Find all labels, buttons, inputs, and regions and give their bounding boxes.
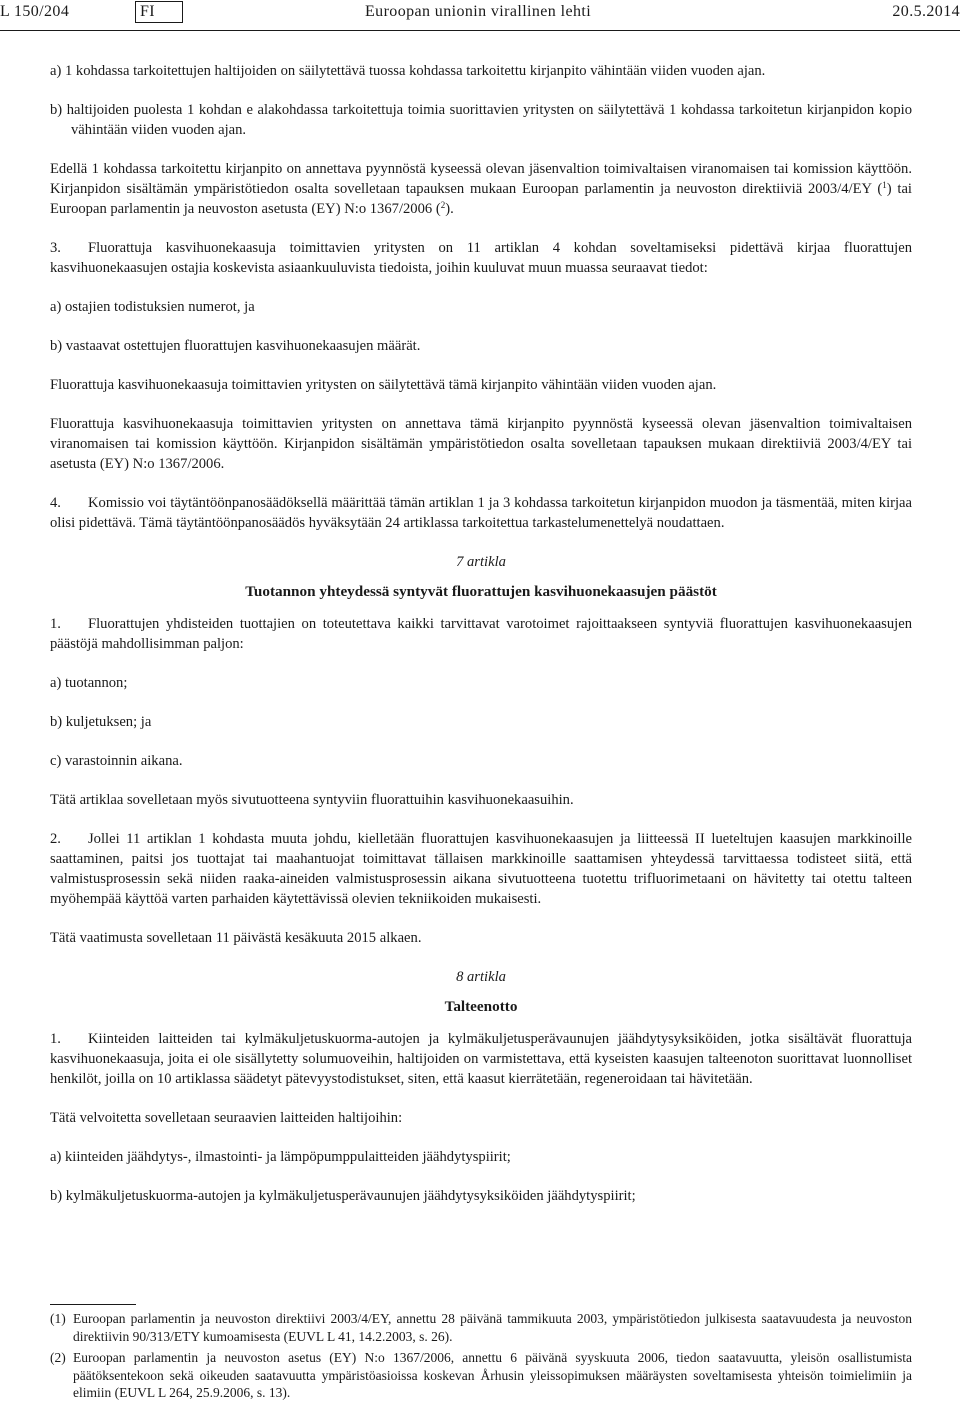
paragraph-number: 1.	[50, 616, 61, 632]
language-code-box: FI	[135, 1, 183, 23]
footnote-2: (2) Euroopan parlamentin ja neuvoston asetus (EY) N:o 1367/2006, annettu 6 päivänä syyskuuta 2006, tiedon saatavuutta, yleisön osallistumista päätöksentekoon sekä oikeuden saatavuutta ympäristöasioissa koskevan Århusin yleissopimuksen määräysten soveltamisesta yhteisön toimielimiin ja elimiin (EUVL L 264, 25.9.2006, s. 13).	[50, 1350, 912, 1400]
paragraph-number: 3.	[50, 240, 61, 256]
article-8-title: Talteenotto	[444, 998, 518, 1015]
footnote-mark: (2)	[50, 1350, 66, 1365]
publication-date: 20.5.2014	[892, 3, 960, 20]
main-text	[50, 61, 912, 1225]
article-7-item-a: a) tuotannon;	[50, 675, 128, 691]
paragraph-2b: b) haltijoiden puolesta 1 kohdan e alakohdassa tarkoitettuja toimia suorittavien yritysten on säilytettävä 1 kohdassa tarkoitetun kirjanpidon kopio vähintään viiden vuoden ajan.	[50, 102, 912, 138]
article-7-title: Tuotannon yhteydessä syntyvät fluorattujen kasvihuonekaasujen päästöt	[245, 583, 717, 600]
article-8-item-b: b) kylmäkuljetuskuorma-autojen ja kylmäkuljetusperävaunujen jäähdytysyksiköiden jäähdytyspiirit;	[50, 1188, 636, 1204]
paragraph-3b: b) vastaavat ostettujen fluorattujen kasvihuonekaasujen määrät.	[50, 338, 421, 354]
paragraph-number: 4.	[50, 495, 61, 511]
article-7-paragraph-1: 1. Fluorattujen yhdisteiden tuottajien on toteutettava kaikki tarvittavat varotoimet rajoittaakseen syntyviä fluorattujen kasvihuonekaasujen päästöjä mahdollisimman paljon:	[50, 616, 912, 652]
header-rule	[0, 30, 960, 31]
article-7-byproducts: Tätä artiklaa sovelletaan myös sivutuotteena syntyviin fluorattuihin kasvihuonekaasuihin.	[50, 792, 574, 808]
article-7-number: 7 artikla	[456, 554, 506, 570]
footnote-ref-2[interactable]: 2	[440, 200, 446, 210]
footnote-1: (1) Euroopan parlamentin ja neuvoston direktiivi 2003/4/EY, annettu 28 päivänä tammikuuta 2003, ympäristötiedon julkisesta saatavuudesta ja neuvoston direktiivin 90/313/ETY kumoamisesta (EUVL L 41, 14.2.2003, s. 26).	[50, 1311, 912, 1344]
page-reference: L 150/204	[0, 3, 70, 20]
article-8-paragraph-1: 1. Kiinteiden laitteiden tai kylmäkuljetuskuorma-autojen ja kylmäkuljetusperävaunujen jäähdytysyksiköiden, jotka sisältävät fluorattuja kasvihuonekaasuja, joita ei ole sisällytetty solumuoveihin, haltijoiden on varmistettava, että kyseisten kaasujen talteenoton suorittavat luonnolliset henkilöt, joilla on 10 artiklassa säädetyt pätevyystodistukset, siten, että kaasut kierrätetään, regeneroidaan tai hävitetään.	[50, 1031, 912, 1087]
paragraph-3a: a) ostajien todistuksien numerot, ja	[50, 299, 255, 315]
journal-title: Euroopan unionin virallinen lehti	[365, 3, 592, 20]
paragraph-4: 4. Komissio voi täytäntöönpanosäädöksellä määrittää tämän artiklan 1 ja 3 kohdassa tarkoitetun kirjanpidon muodon ja täsmentää, miten kirjaa olisi pidettävä. Tämä täytäntöönpanosäädös hyväksytään 24 artiklassa tarkoitettua tarkastelumenettelyä noudattaen.	[50, 495, 912, 531]
article-7-item-b: b) kuljetuksen; ja	[50, 714, 152, 730]
article-7-application-date: Tätä vaatimusta sovelletaan 11 päivästä kesäkuuta 2015 alkaen.	[50, 930, 422, 946]
paragraph-record-access: Edellä 1 kohdassa tarkoitettu kirjanpito on annettava pyynnöstä kyseessä olevan jäsenvaltion toimivaltaisen viranomaisen tai komission käyttöön. Kirjanpidon sisältämän ympäristötiedon osalta sovelletaan tapauksen mukaan Euroopan parlamentin ja neuvoston direktiiviä 2003/4/EY ($^1$) tai Euroopan parlamentin ja neuvoston asetusta (EY) N:o 1367/2006 ($^2$).	[50, 161, 912, 217]
footnote-separator	[50, 1304, 136, 1305]
paragraph-2a: a) 1 kohdassa tarkoitettujen haltijoiden on säilytettävä tuossa kohdassa tarkoitettu kirjanpito vähintään viiden vuoden ajan.	[50, 63, 766, 79]
paragraph-number: 1.	[50, 1031, 61, 1047]
paragraph-number: 2.	[50, 831, 61, 847]
article-8-item-a: a) kiinteiden jäähdytys-, ilmastointi- ja lämpöpumppulaitteiden jäähdytyspiirit;	[50, 1149, 511, 1165]
article-7-item-c: c) varastoinnin aikana.	[50, 753, 183, 769]
article-8-number: 8 artikla	[456, 969, 506, 985]
paragraph-availability: Fluorattuja kasvihuonekaasuja toimittavien yritysten on annettava tämä kirjanpito pyynnöstä kyseessä olevan jäsenvaltion toimivaltaisen viranomaisen tai komission käyttöön. Kirjanpidon sisältämän ympäristötiedon osalta sovelletaan tapauksen mukaan direktiiviä 2003/4/EY tai asetusta (EY) N:o 1367/2006.	[50, 416, 912, 472]
page-header	[0, 0, 960, 30]
footnote-ref-1[interactable]: 1	[882, 180, 887, 190]
article-8-scope: Tätä velvoitetta sovelletaan seuraavien laitteiden haltijoihin:	[50, 1110, 403, 1126]
paragraph-3: 3. Fluorattuja kasvihuonekaasuja toimittavien yritysten on 11 artiklan 4 kohdan soveltamiseksi pidettävä kirjaa fluorattujen kasvihuonekaasujen ostajia koskevista asiaankuuluvista tiedoista, joihin kuuluvat muun muassa seuraavat tiedot:	[50, 240, 912, 276]
footnotes	[50, 1310, 912, 1406]
article-7-paragraph-2: 2. Jollei 11 artiklan 1 kohdasta muuta johdu, kielletään fluorattujen kasvihuonekaasujen ja liitteessä II lueteltujen kaasujen markkinoille saattaminen, paitsi jos tuottajat tai maahantuojat toimittavat tällaisen markkinoille saattamisen yhteydessä tarvittaessa todisteet siitä, että valmistusprosessin sekä niiden raaka-aineiden valmistusprosessin aikana sivutuotteena tuotettu trifluorimetaani on hävitetty tai otettu talteen myöhempää käyttöä varten parhaiden käytettävissä olevien tekniikoiden mukaisesti.	[50, 831, 912, 907]
paragraph-retention: Fluorattuja kasvihuonekaasuja toimittavien yritysten on säilytettävä tämä kirjanpito vähintään viiden vuoden ajan.	[50, 377, 717, 393]
footnote-mark: (1)	[50, 1311, 66, 1326]
